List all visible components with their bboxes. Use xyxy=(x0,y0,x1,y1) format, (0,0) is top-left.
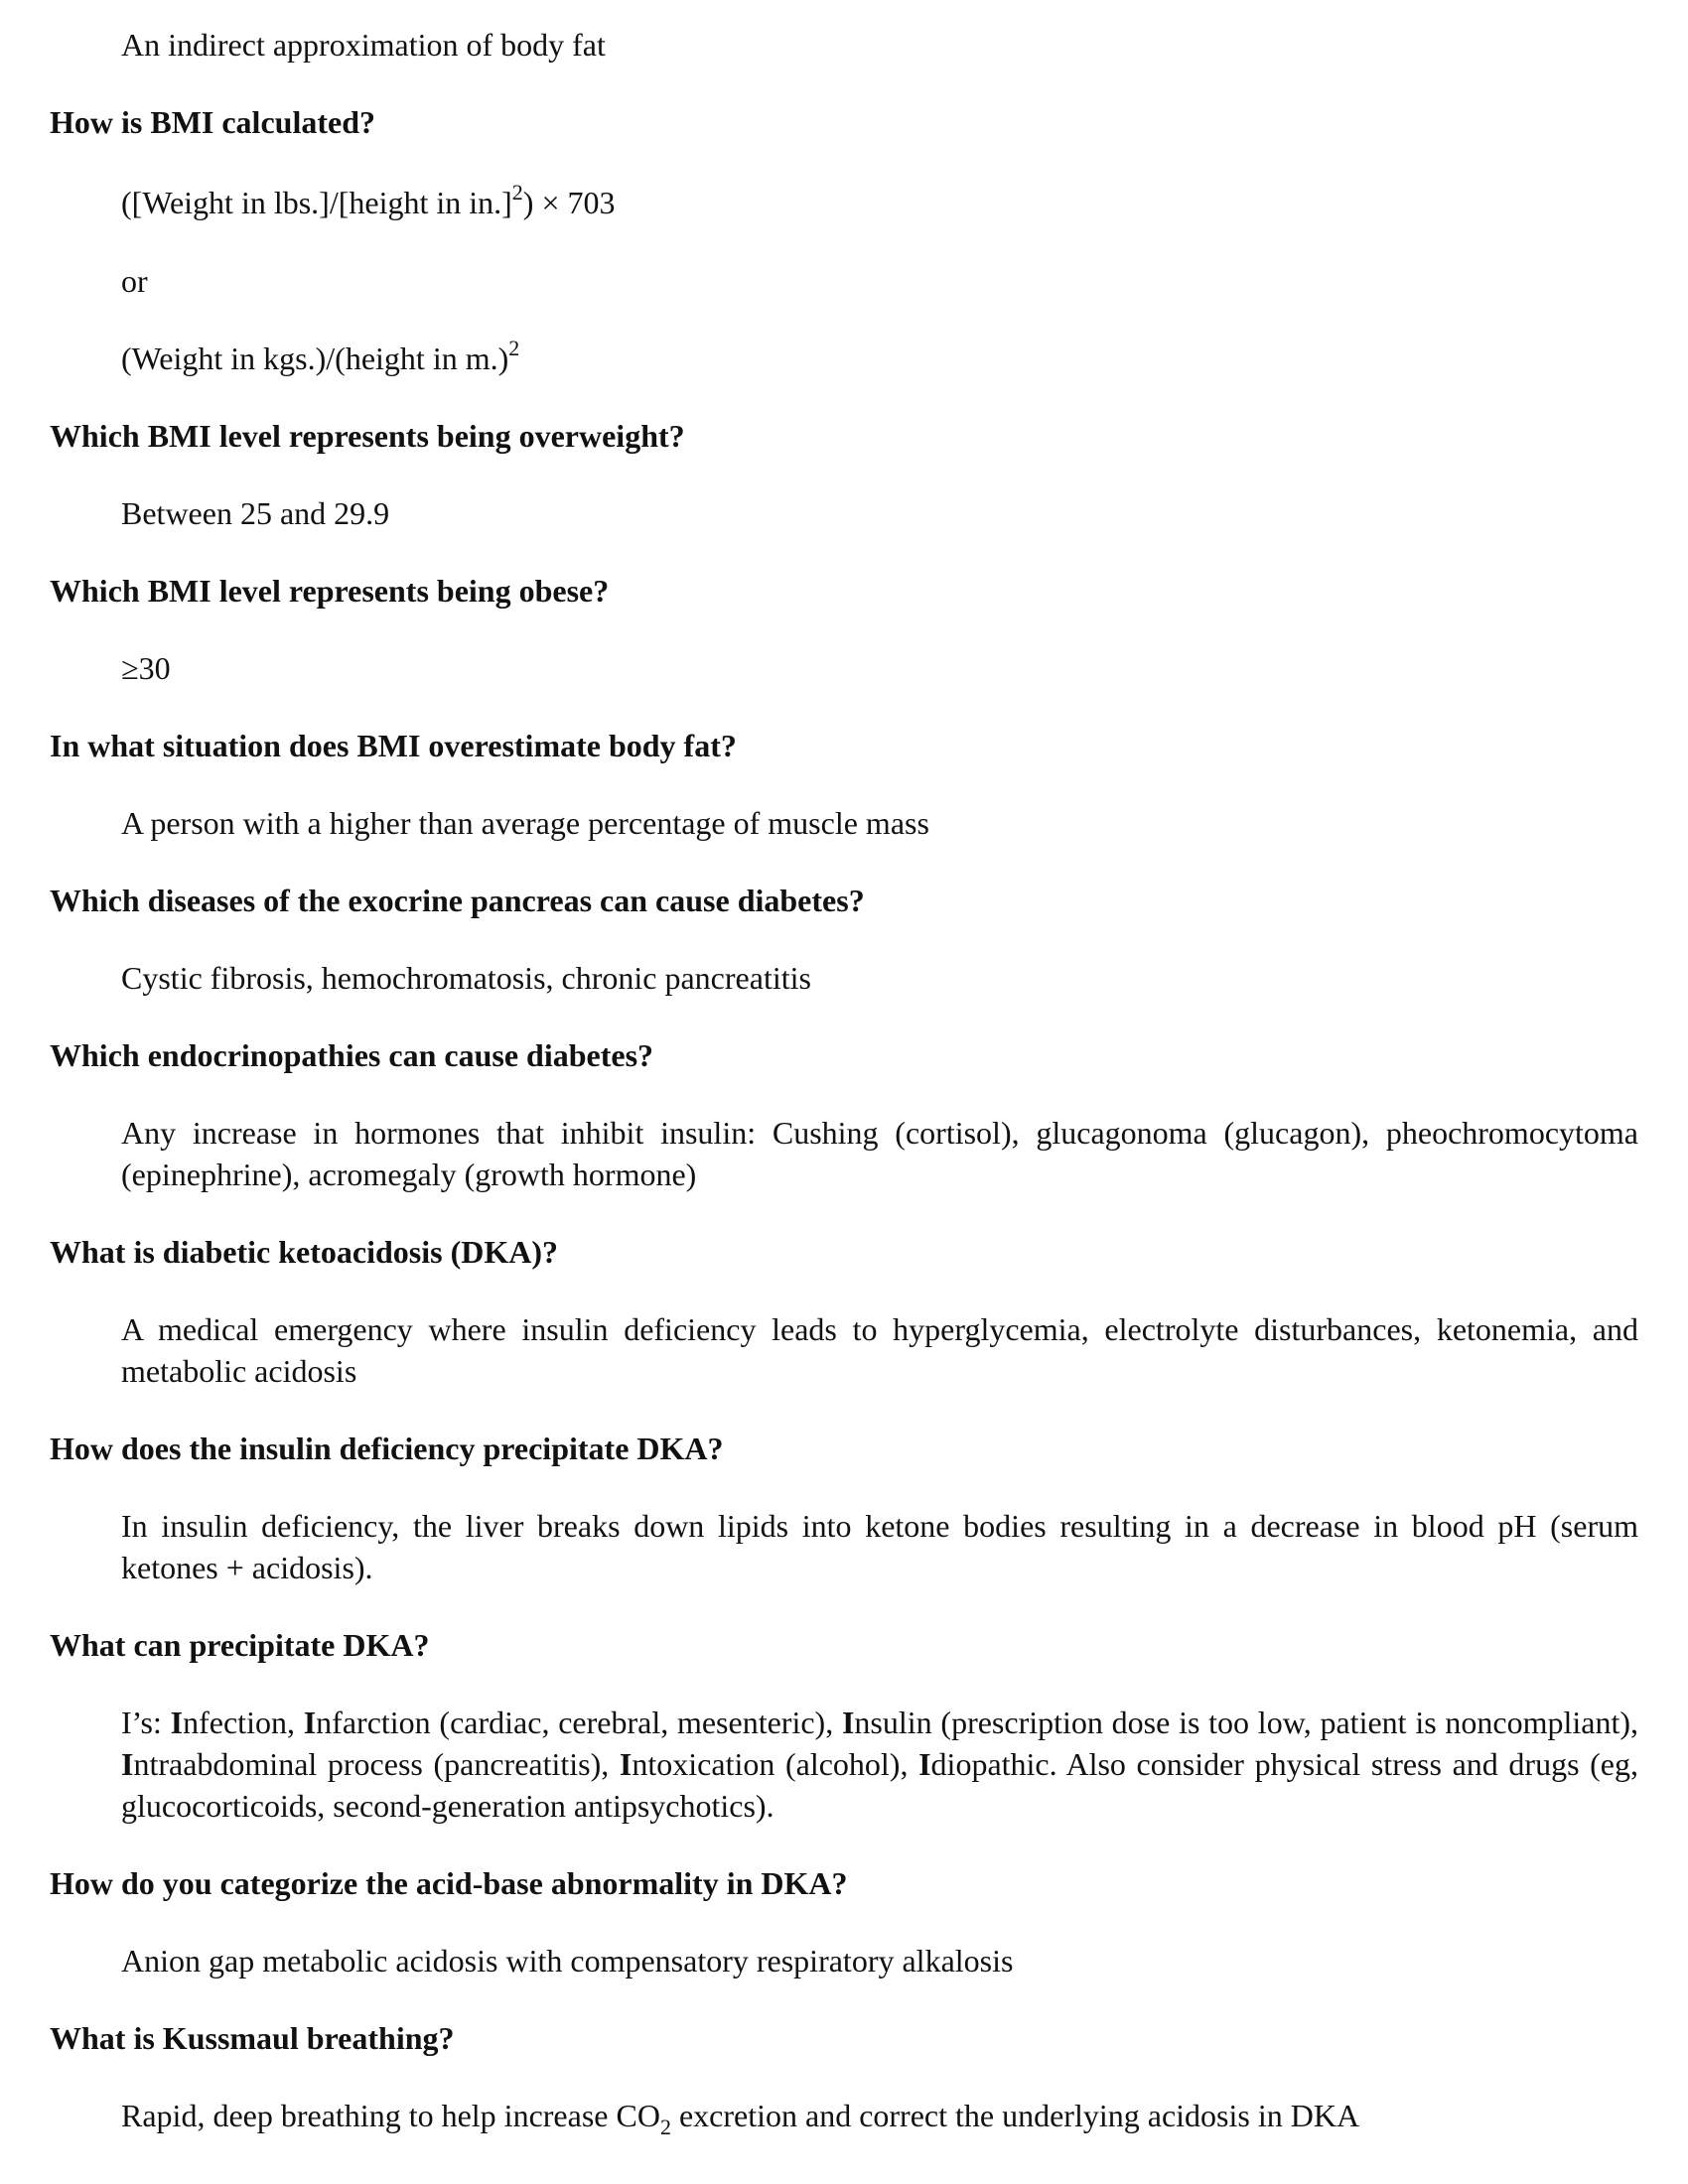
answer-obese-bmi: ≥30 xyxy=(121,650,171,686)
answer-exocrine-pancreas-diabetes: Cystic fibrosis, hemochromatosis, chronic pancreatitis xyxy=(121,960,811,996)
question-bmi-overestimate: In what situation does BMI overestimate body fat? xyxy=(50,728,737,763)
answer-overweight-bmi: Between 25 and 29.9 xyxy=(121,495,390,531)
question-exocrine-pancreas-diabetes: Which diseases of the exocrine pancreas can cause diabetes? xyxy=(50,883,865,918)
question-overweight-bmi: Which BMI level represents being overweight? xyxy=(50,418,685,454)
answer-what-is-dka: A medical emergency where insulin deficiency leads to hyperglycemia, electrolyte disturbances, ketonemia, and metabolic acidosis xyxy=(121,1311,1638,1389)
answer-dka-precipitants: I’s: Infection, Infarction (cardiac, cerebral, mesenteric), Insulin (prescription dose is too low, patient is noncompliant), Intraabdominal process (pancreatitis), Intoxication (alcohol), Idiopathic. Also consider physical stress and drugs (eg, glucocorticoids, second-generation antipsychotics). xyxy=(121,1705,1639,1824)
answer-endocrinopathies-diabetes: Any increase in hormones that inhibit insulin: Cushing (cortisol), glucagonoma (glucagon), pheochromocytoma (epinephrine), acromegaly (growth hormone) xyxy=(121,1115,1638,1192)
question-acid-base-dka: How do you categorize the acid-base abnormality in DKA? xyxy=(50,1865,848,1901)
question-kussmaul-breathing: What is Kussmaul breathing? xyxy=(50,2020,455,2056)
question-what-is-dka: What is diabetic ketoacidosis (DKA)? xyxy=(50,1234,558,1270)
answer-acid-base-dka: Anion gap metabolic acidosis with compensatory respiratory alkalosis xyxy=(121,1943,1014,1979)
answer-kussmaul-breathing: Rapid, deep breathing to help increase $CO_2$ excretion and correct the underlying acidosis in DKA xyxy=(121,2098,1360,2139)
answer-or-separator: or xyxy=(121,263,148,299)
answer-body-fat-approximation: An indirect approximation of body fat xyxy=(121,27,606,63)
question-endocrinopathies-diabetes: Which endocrinopathies can cause diabetes? xyxy=(50,1037,654,1073)
answer-insulin-deficiency-dka: In insulin deficiency, the liver breaks down lipids into ketone bodies resulting in a decrease in blood pH (serum ketones + acidosis). xyxy=(121,1508,1638,1585)
answer-bmi-formula-imperial: ([Weight in lbs.]/[height in in.]$^2$) × 703 xyxy=(121,180,616,220)
answer-bmi-formula-metric: (Weight in kgs.)/(height in m.)$^2$ xyxy=(121,336,520,376)
question-insulin-deficiency-dka: How does the insulin deficiency precipitate DKA? xyxy=(50,1431,724,1466)
question-bmi-calculation: How is BMI calculated? xyxy=(50,104,375,140)
question-dka-precipitants: What can precipitate DKA? xyxy=(50,1627,430,1663)
question-obese-bmi: Which BMI level represents being obese? xyxy=(50,573,610,609)
answer-bmi-overestimate: A person with a higher than average percentage of muscle mass xyxy=(121,805,929,841)
